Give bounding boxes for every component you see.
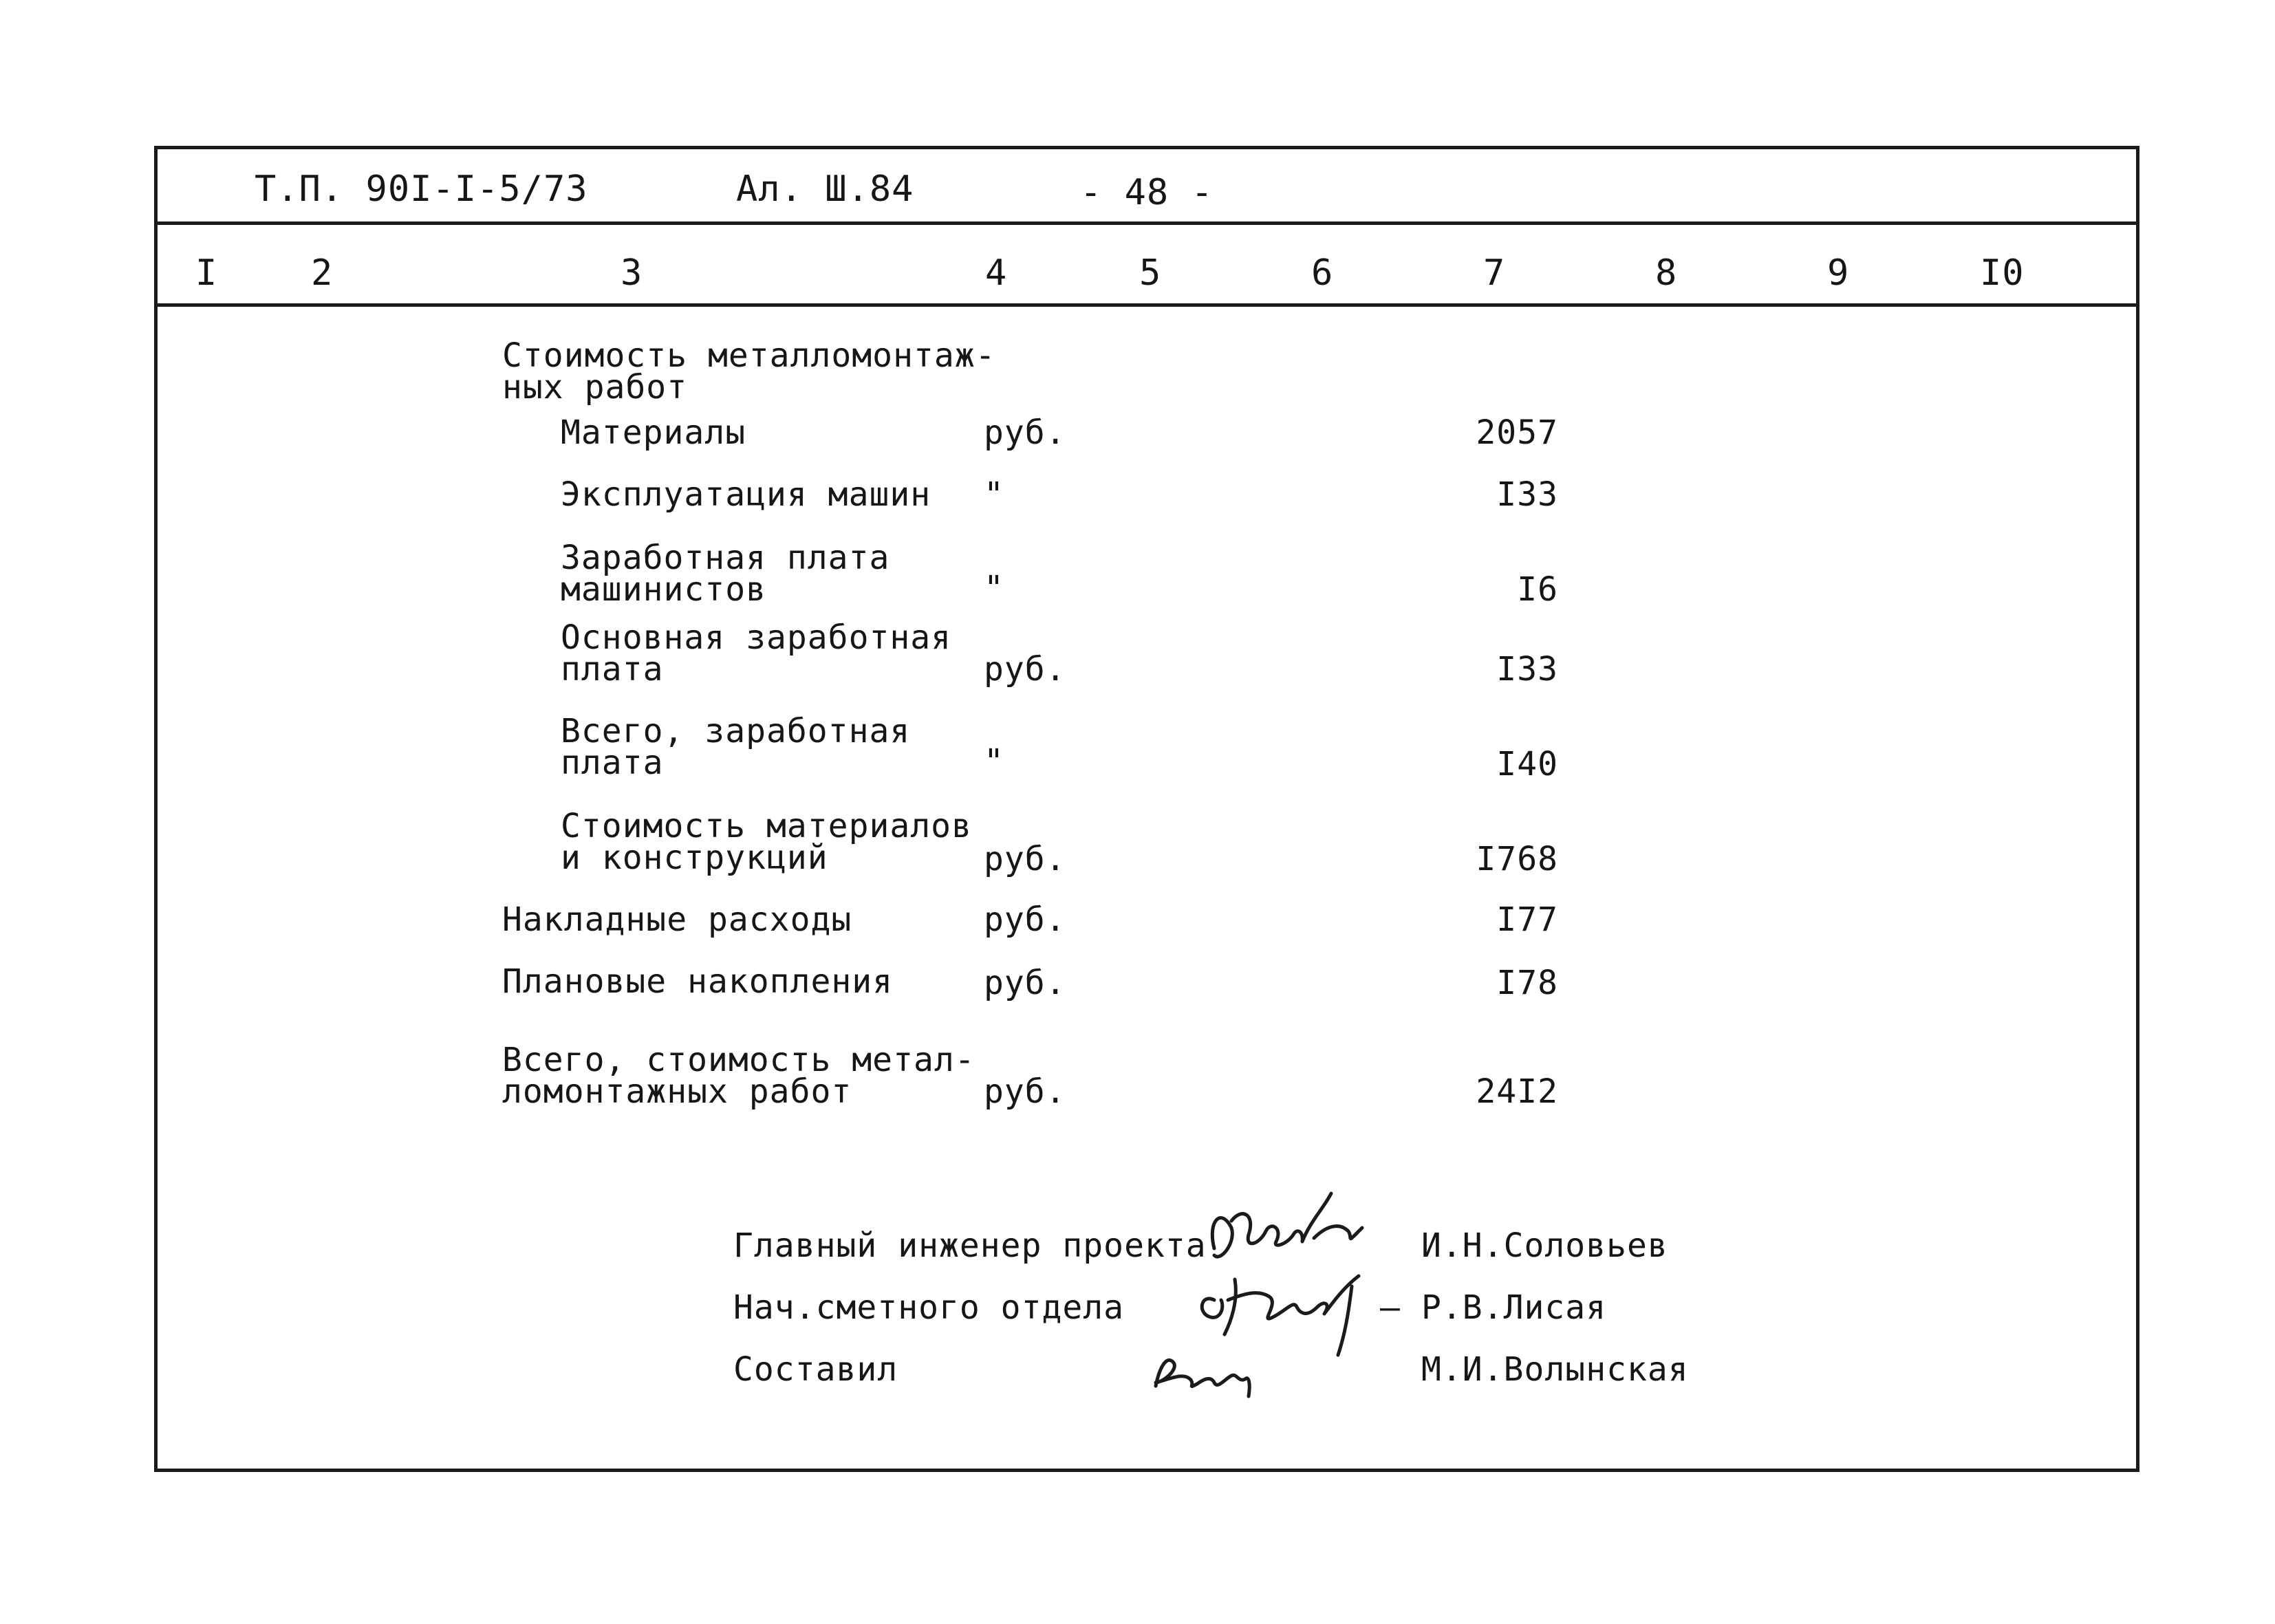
signature-name: М.И.Волынская xyxy=(1421,1350,1689,1389)
handwritten-signature-compiler xyxy=(1142,1341,1280,1406)
column-number: 5 xyxy=(1139,252,1162,294)
section-title-line2: ных работ xyxy=(502,368,688,407)
row-unit: " xyxy=(984,569,1004,607)
row-unit: руб. xyxy=(984,413,1066,452)
album-number: Ал. Ш.84 xyxy=(736,169,914,210)
row-label-line2: машинистов xyxy=(561,570,766,609)
row-label: Накладные расходы xyxy=(502,900,852,939)
column-number: 8 xyxy=(1655,252,1678,294)
column-number: 9 xyxy=(1827,252,1850,294)
row-value: I6 xyxy=(1517,570,1558,609)
row-label-line1: Заработная плата xyxy=(561,539,890,577)
signature-dash: – xyxy=(1380,1288,1401,1327)
column-header-divider xyxy=(154,303,2139,307)
row-label: Плановые накопления xyxy=(502,962,894,1001)
row-label-line1: Стоимость материалов xyxy=(561,807,972,845)
row-unit: руб. xyxy=(984,964,1066,1002)
row-unit: руб. xyxy=(984,650,1066,689)
document-frame xyxy=(154,146,2139,1472)
section-title-line1: Стоимость металломонтаж- xyxy=(502,336,996,375)
row-value: I78 xyxy=(1496,964,1558,1002)
column-number: 2 xyxy=(311,252,334,294)
row-label-line1: Основная заработная xyxy=(561,618,952,657)
row-unit: руб. xyxy=(984,840,1066,878)
doc-code: Т.П. 90I-I-5/73 xyxy=(255,169,588,210)
column-number: I xyxy=(195,252,218,294)
row-label: Материалы xyxy=(561,413,746,452)
row-label-line1: Всего, заработная xyxy=(561,712,911,750)
total-value: 24I2 xyxy=(1476,1072,1558,1111)
signature-role: Составил xyxy=(733,1350,898,1389)
row-label-line2: плата xyxy=(561,744,664,782)
column-number: 7 xyxy=(1483,252,1506,294)
total-label-line1: Всего, стоимость метал- xyxy=(502,1041,975,1079)
total-label-line2: ломонтажных работ xyxy=(502,1072,852,1111)
row-value: I33 xyxy=(1496,475,1558,514)
row-label-line2: плата xyxy=(561,650,664,689)
page-number: - 48 - xyxy=(1080,172,1214,213)
row-value: 2057 xyxy=(1476,413,1558,452)
signature-role: Нач.сметного отдела xyxy=(733,1288,1125,1327)
signature-name: И.Н.Соловьев xyxy=(1421,1226,1668,1265)
row-label-line2: и конструкций xyxy=(561,838,828,877)
column-number: 6 xyxy=(1311,252,1334,294)
row-unit: руб. xyxy=(984,900,1066,939)
total-unit: руб. xyxy=(984,1072,1066,1111)
row-unit: " xyxy=(984,742,1004,781)
column-number: 3 xyxy=(621,252,643,294)
row-value: I40 xyxy=(1496,745,1558,783)
row-value: I77 xyxy=(1496,900,1558,939)
row-value: I33 xyxy=(1496,650,1558,689)
row-unit: " xyxy=(984,475,1004,514)
row-label: Эксплуатация машин xyxy=(561,475,931,514)
signature-name: Р.В.Лисая xyxy=(1421,1288,1607,1327)
header-divider xyxy=(154,221,2139,225)
column-number: I0 xyxy=(1980,252,2025,294)
column-number: 4 xyxy=(985,252,1008,294)
row-value: I768 xyxy=(1476,840,1558,878)
signature-role: Главный инженер проекта xyxy=(733,1226,1207,1265)
